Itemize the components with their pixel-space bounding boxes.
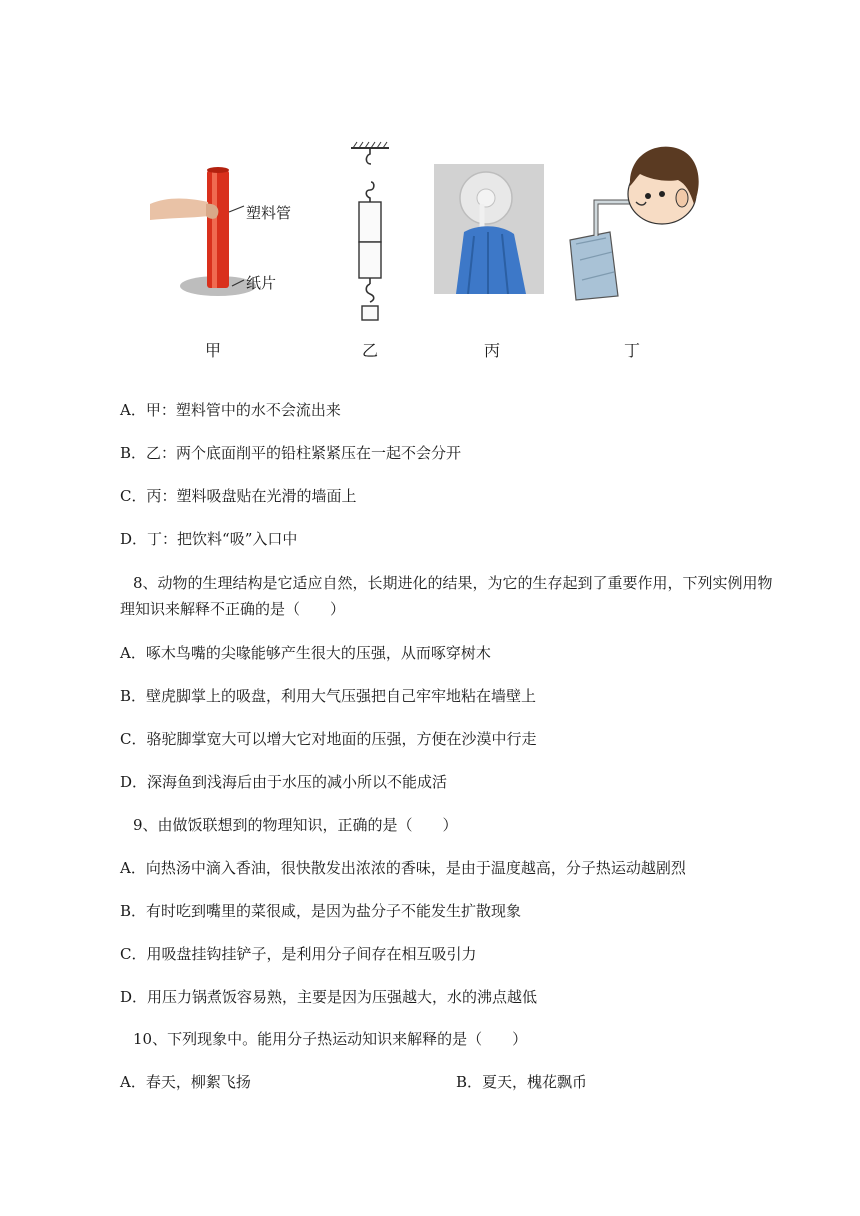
lead-cylinders-illustration xyxy=(345,138,395,328)
q8-option-c: C．骆驼脚掌宽大可以增大它对地面的压强，方便在沙漠中行走 xyxy=(120,730,537,748)
q8-option-b: B．壁虎脚掌上的吸盘，利用大气压强把自己牢牢地粘在墙壁上 xyxy=(120,687,537,705)
figure-label-ding: 丁 xyxy=(623,341,640,360)
q8-stem-line1: 8、动物的生理结构是它适应自然，长期进化的结果，为它的生存起到了重要作用，下列实例用物 xyxy=(133,574,773,592)
figure-label-bing: 丙 xyxy=(483,341,500,360)
figure-label-jia: 甲 xyxy=(204,341,221,360)
q9-option-b: B．有时吃到嘴里的菜很咸，是因为盐分子不能发生扩散现象 xyxy=(120,902,522,920)
q8-option-d: D．深海鱼到浅海后由于水压的减小所以不能成活 xyxy=(120,773,448,791)
q7-option-d: D．丁：把饮料“吸”入口中 xyxy=(120,530,298,548)
figure-label-yi: 乙 xyxy=(361,341,378,360)
q7-option-c: C．丙：塑料吸盘贴在光滑的墙面上 xyxy=(120,487,357,505)
paper-label: 纸片 xyxy=(246,274,277,292)
question-figures xyxy=(0,130,860,370)
q8-stem-line2: 理知识来解释不正确的是（ ） xyxy=(120,600,346,618)
drinking-boy-illustration xyxy=(562,140,702,305)
q9-option-a: A．向热汤中滴入香油，很快散发出浓浓的香味，是由于温度越高，分子热运动越剧烈 xyxy=(120,859,686,877)
q8-option-a: A．啄木鸟嘴的尖喙能够产生很大的压强，从而啄穿树木 xyxy=(120,644,491,662)
q9-option-c: C．用吸盘挂钩挂铲子，是利用分子间存在相互吸引力 xyxy=(120,945,477,963)
q9-option-d: D．用压力锅煮饭容易熟，主要是因为压强越大，水的沸点越低 xyxy=(120,988,538,1006)
figure-jia xyxy=(150,160,320,310)
tube-label: 塑料管 xyxy=(246,204,292,222)
figure-yi xyxy=(345,138,395,328)
q10-stem: 10、下列现象中。能用分子热运动知识来解释的是（ ） xyxy=(133,1030,528,1048)
tube-illustration xyxy=(150,160,320,310)
q7-option-a: A．甲：塑料管中的水不会流出来 xyxy=(120,401,341,419)
q10-option-a: A．春天，柳絮飞扬 xyxy=(120,1073,251,1091)
suction-cup-illustration xyxy=(434,164,544,294)
q10-option-b: B．夏天，槐花飘币 xyxy=(456,1073,588,1091)
q7-option-b: B．乙：两个底面削平的铅柱紧紧压在一起不会分开 xyxy=(120,444,462,462)
figure-bing xyxy=(434,164,544,294)
figure-ding xyxy=(562,140,702,305)
q9-stem: 9、由做饭联想到的物理知识，正确的是（ ） xyxy=(133,816,458,834)
